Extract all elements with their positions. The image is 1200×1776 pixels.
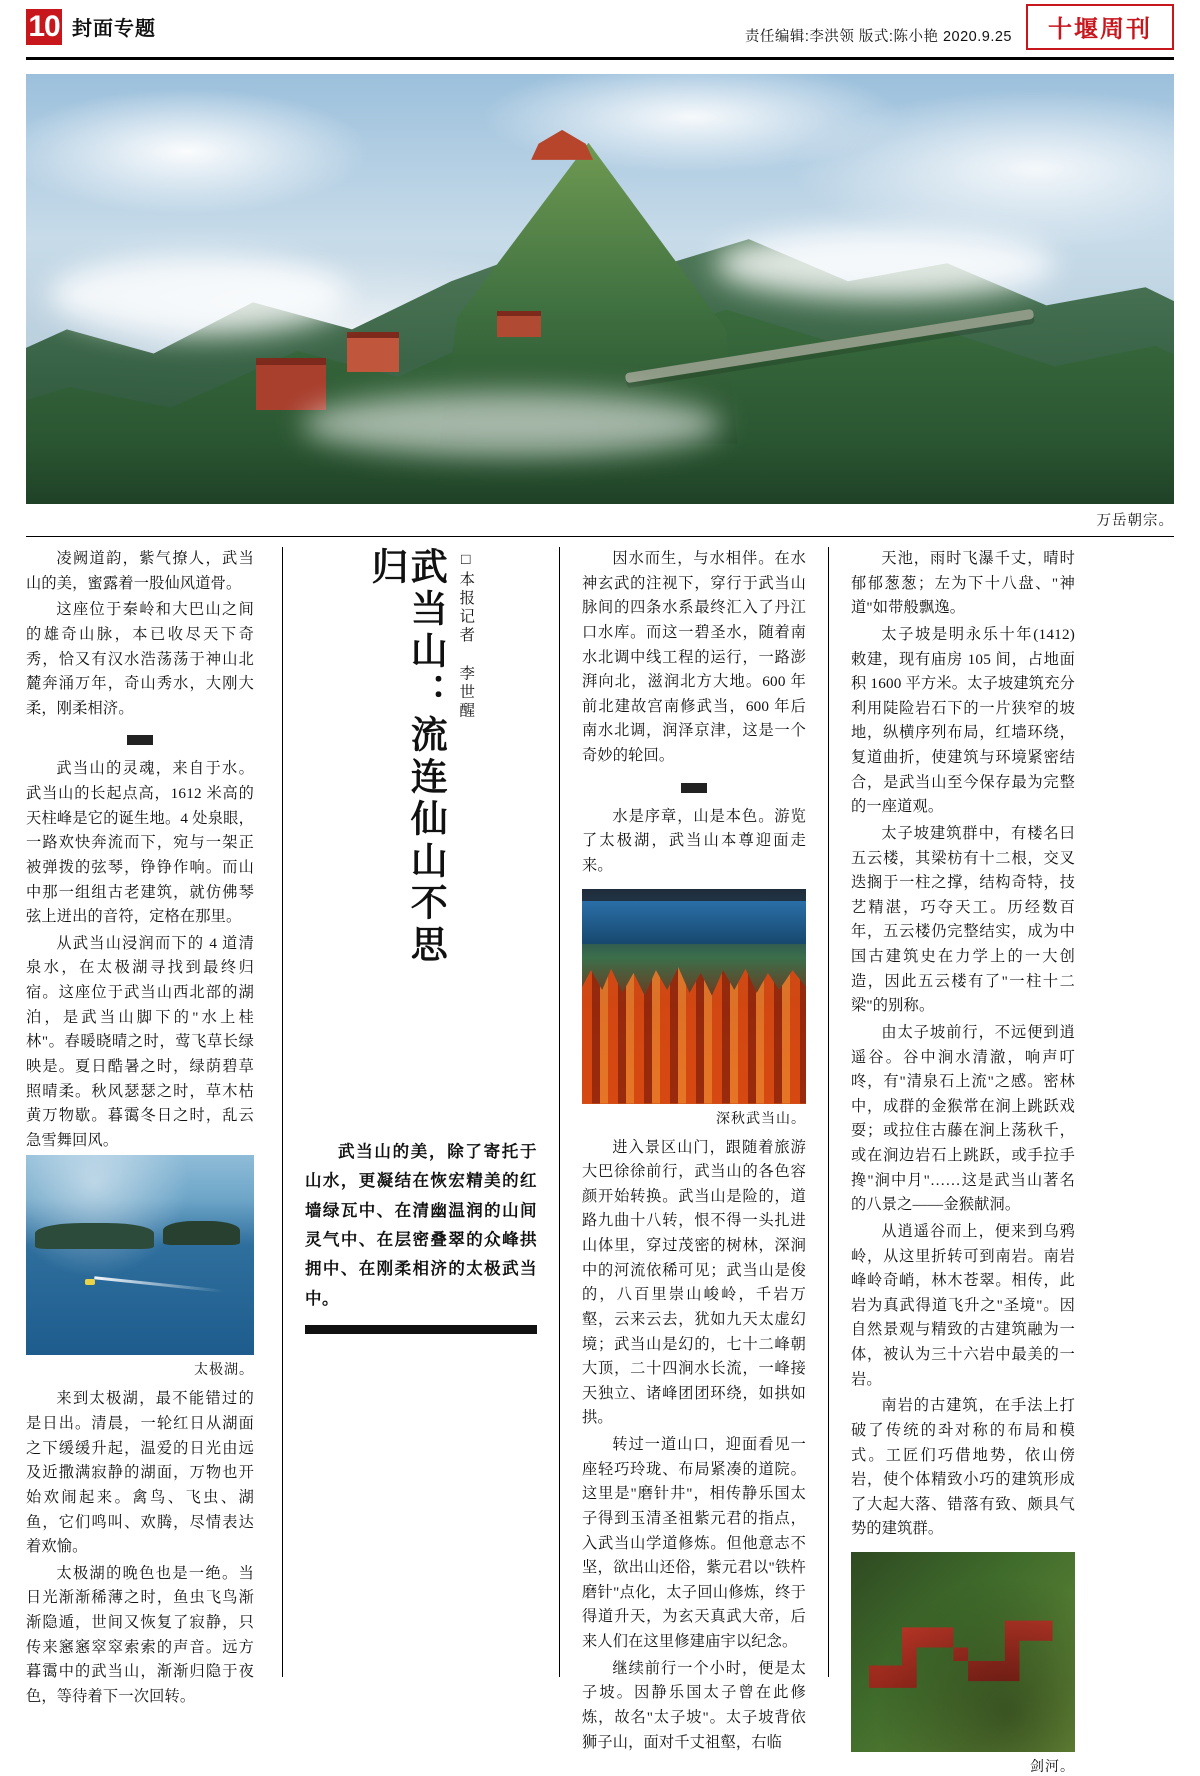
autumn-trees [582, 962, 806, 1104]
section-title: 封面专题 [72, 18, 156, 40]
paragraph: 武当山的灵魂，来自于水。武当山的长起点高，1612 米高的天柱峰是它的诞生地。4 处泉眼，一路欢快奔流而下，宛与一架正被弹拨的弦琴，铮铮作响。而山中那一组组古老建筑，就仿佛琴弦上迸出的音符，定格在那里。 [26, 760, 254, 926]
water-band [582, 901, 806, 944]
paragraph: 天池，雨时飞瀑千丈，晴时郁郁葱葱；左为下十八盘、"神道"如带般飘逸。 [851, 550, 1075, 617]
divider [26, 536, 1174, 537]
temple-building [497, 311, 541, 337]
masthead-right [745, 4, 1174, 50]
island-shape [163, 1221, 241, 1245]
headline-block [305, 547, 537, 1017]
lake-photo-caption: 太极湖。 [194, 1361, 254, 1378]
paragraph: 继续前行一个小时，便是太子坡。因静乐国太子曾在此修炼，故名"太子坡"。太子坡背依狮子山，面对千丈祖壑，右临 [582, 1659, 806, 1751]
canyon-photo-caption: 剑河。 [1030, 1758, 1075, 1774]
article-columns [26, 547, 1174, 1774]
column-3 [572, 547, 816, 1751]
autumn-photo [582, 889, 806, 1104]
pull-quote: 武当山的美，除了寄托于山水，更凝结在恢宏精美的红墙绿瓦中、在清幽温润的山间灵气中、在层密叠翠的众峰拱拥中、在刚柔相济的太极武当中。 [305, 1142, 537, 1308]
column-2-headline [295, 547, 547, 1677]
paragraph: 因水而生，与水相伴。在水神玄武的注视下，穿行于武当山脉间的四条水系最终汇入了丹江口水库。而这一碧圣水，随着南水北调中线工程的运行，一路澎湃向北，滋润北方大地。600 年前北建故宫南修武当，600 年后南水北调，润泽京津，这是一个奇妙的轮回。 [582, 550, 806, 764]
paragraph: 从武当山浸润而下的 4 道清泉水，在太极湖寻找到最终归宿。这座位于武当山西北部的湖泊，是武当山脚下的"水上桂林"。春暖晓晴之时，莺飞草长绿映是。夏日酷暑之时，绿荫碧草照晴柔。秋风瑟瑟之时，草木枯黄万物歇。暮霭冬日之时，乱云急雪舞回风。 [26, 934, 254, 1149]
paragraph: 来到太极湖，最不能错过的是日出。清晨，一轮红日从湖面之下缓缓升起，温爱的日光由远及近撒满寂静的湖面，万物也开始欢闹起来。禽鸟、飞虫、湖鱼，它们鸣叫、欢腾，尽情表达着欢愉。 [26, 1390, 254, 1556]
column-1 [26, 547, 270, 1705]
paragraph: 从逍遥谷而上，便来到乌鸦岭，从这里折转可到南岩。南岩峰岭奇峭，林木苍翠。相传，此岩为真武得道飞升之"圣境"。因自然景观与精致的古建筑融为一体，被认为三十六岩中最美的一岩。 [851, 1222, 1075, 1388]
mist-cloud [49, 255, 349, 335]
paragraph: 太极湖的晚色也是一绝。当日光渐渐稀薄之时，鱼虫飞鸟渐渐隐遁，世间又恢复了寂静，只传来窸窸窣窣索索的声音。远方暮霭中的武当山，渐渐归隐于夜色，等待着下一次回转。 [26, 1564, 254, 1705]
boat-shape [85, 1279, 95, 1285]
lake-photo [26, 1155, 254, 1355]
column-divider [828, 547, 829, 1677]
column-divider [282, 547, 283, 1677]
temple-building [347, 332, 399, 372]
island-shape [35, 1223, 154, 1249]
brand-name: 十堰周刊 [1048, 15, 1152, 43]
paragraph: 凌阙道韵，紫气撩人，武当山的美，蜜露着一股仙风道骨。 [26, 550, 254, 592]
paragraph: 太子坡建筑群中，有楼名曰五云楼，其梁枋有十二根，交叉迭搁于一柱之撑，结构奇特，技艺精湛，巧夺天工。历经数百年，五云楼仍完整结实，成为中国古建筑史在力学上的一大创造，因此五云楼有了"一柱十二梁"的别称。 [851, 824, 1075, 1015]
publication-brand [1026, 4, 1174, 50]
page-title: 武当山：流连仙山不思归 [365, 547, 446, 967]
pull-quote-rule [305, 1325, 537, 1334]
canyon-photo [851, 1552, 1075, 1752]
page-number: 10 [26, 9, 62, 45]
paragraph: 这座位于秦岭和大巴山之间的雄奇山脉，本已收尽天下奇秀，恰又有汉水浩荡荡于神山北麓奔涌万年，奇山秀水，大刚大柔，刚柔相济。 [26, 601, 254, 717]
paragraph: 转过一道山口，迎面看见一座轻巧玲珑、布局紧凑的道院。这里是"磨针井"，相传静乐国太子得到玉清圣祖紫元君的指点，入武当山学道修炼。但他意志不坚，欲出山还俗，紫元君以"铁杵磨针"点化，太子回山修炼，终于得道升天，为玄天真武大帝，后来人们在这里修建庙宇以纪念。 [582, 1436, 806, 1650]
byline: □本报记者 李世醒 [457, 551, 475, 721]
photo-shadow [851, 1552, 1075, 1752]
mist-cloud [715, 229, 1055, 299]
column-divider [559, 547, 560, 1677]
paragraph: 太子坡是明永乐十年(1412)敕建，现有庙房 105 间，占地面积 1600 平方米。太子坡建筑充分利用陡险岩石下的一片狭窄的坡地，纵横序列布局，红墙环绕，复道曲折，使建筑与环境紧密结合，是武当山至今保存最为完整的一座道观。 [851, 625, 1075, 816]
paragraph: 进入景区山门，跟随着旅游大巴徐徐前行，武当山的各色容颜开始转换。武当山是险的，道路九曲十八转，恨不得一头扎进山体里，穿过茂密的树林，深涧中的河流依稀可见；武当山是俊的，八百里崇山峻岭，千岩万壑，云来云去，犹如九天太虚幻境；武当山是幻的，七十二峰朝大顶，二十四涧水长流，一峰接天独立、诸峰团团环绕，如拱如拱。 [582, 1138, 806, 1427]
masthead [26, 0, 1174, 60]
paragraph: 水是序章，山是本色。游览了太极湖，武当山本尊迎面走来。 [582, 807, 806, 874]
mist-cloud [302, 392, 722, 456]
editor-credits: 责任编辑:李洪领 版式:陈小艳 2020.9.25 [744, 28, 1012, 45]
autumn-photo-caption: 深秋武当山。 [716, 1109, 806, 1126]
section-marker-1 [127, 735, 153, 745]
paragraph: 南岩的古建筑，在手法上打破了传统的좌对称的布局和模式。工匠们巧借地势，依山傍岩，使个体精致小巧的建筑形成了大起大落、错落有致、颇具气势的建筑群。 [851, 1397, 1075, 1538]
temple-building [256, 358, 326, 410]
section-marker-2 [681, 783, 707, 793]
column-4 [841, 547, 1085, 1774]
hero-section [26, 74, 1174, 537]
hero-photo [26, 74, 1174, 504]
hero-caption: 万岳朝宗。 [1096, 513, 1174, 529]
paragraph: 由太子坡前行，不远便到逍遥谷。谷中涧水清澈，响声叮咚，有"清泉石上流"之感。密林中，成群的金猴常在涧上跳跃戏耍；或拉住古藤在涧上荡秋千，或在涧边岩石上跳跃，或手拉手搀"涧中月"……这是武当山著名的八景之——金猴献洞。 [851, 1023, 1075, 1214]
boat-wake [95, 1277, 225, 1294]
